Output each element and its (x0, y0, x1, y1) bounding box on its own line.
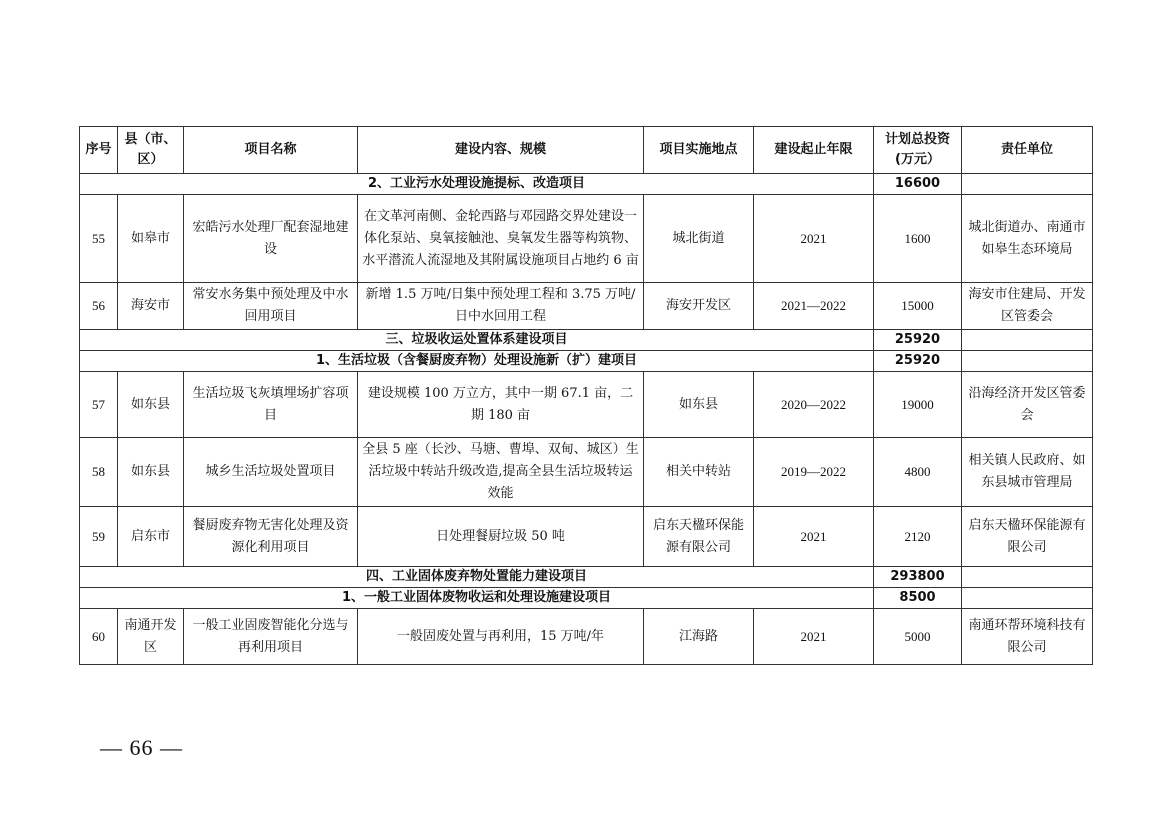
table-row (80, 507, 1093, 567)
row-content: 建设规模 100 万立方，其中一期 67.1 亩，二期 180 亩 (358, 372, 644, 438)
table-header-row (80, 127, 1093, 174)
section-title: 四、工业固体废弃物处置能力建设项目 (80, 567, 874, 588)
header-invest: 计划总投资(万元） (874, 127, 962, 174)
section-row (80, 567, 1093, 588)
row-period: 2020—2022 (754, 372, 874, 438)
row-no: 60 (80, 609, 118, 665)
table-row (80, 195, 1093, 283)
section-empty (962, 567, 1093, 588)
row-location: 城北街道 (644, 195, 754, 283)
row-county: 南通开发区 (118, 609, 184, 665)
row-county: 启东市 (118, 507, 184, 567)
row-content: 一般固废处置与再利用，15 万吨/年 (358, 609, 644, 665)
row-name: 餐厨废弃物无害化处理及资源化利用项目 (184, 507, 358, 567)
header-no: 序号 (80, 127, 118, 174)
header-county: 县（市、区） (118, 127, 184, 174)
header-name: 项目名称 (184, 127, 358, 174)
table-row (80, 283, 1093, 330)
section-row (80, 588, 1093, 609)
header-content: 建设内容、规模 (358, 127, 644, 174)
table-row (80, 609, 1093, 665)
row-no: 55 (80, 195, 118, 283)
row-location: 海安开发区 (644, 283, 754, 330)
row-invest: 5000 (874, 609, 962, 665)
row-no: 57 (80, 372, 118, 438)
section-row (80, 174, 1093, 195)
section-total: 8500 (874, 588, 962, 609)
row-unit: 海安市住建局、开发区管委会 (962, 283, 1093, 330)
row-invest: 1600 (874, 195, 962, 283)
row-period: 2021 (754, 195, 874, 283)
page-number: — 66 — (100, 735, 183, 760)
section-empty (962, 174, 1093, 195)
row-county: 海安市 (118, 283, 184, 330)
row-unit: 城北街道办、南通市如皋生态环境局 (962, 195, 1093, 283)
row-no: 56 (80, 283, 118, 330)
table-row (80, 372, 1093, 438)
section-total: 293800 (874, 567, 962, 588)
row-name: 宏皓污水处理厂配套湿地建设 (184, 195, 358, 283)
row-location: 江海路 (644, 609, 754, 665)
project-table (79, 126, 1093, 665)
section-total: 25920 (874, 351, 962, 372)
section-empty (962, 351, 1093, 372)
section-row (80, 330, 1093, 351)
section-title: 1、生活垃圾（含餐厨废弃物）处理设施新（扩）建项目 (80, 351, 874, 372)
row-location: 相关中转站 (644, 438, 754, 507)
row-name: 城乡生活垃圾处置项目 (184, 438, 358, 507)
row-unit: 相关镇人民政府、如东县城市管理局 (962, 438, 1093, 507)
row-period: 2021—2022 (754, 283, 874, 330)
row-unit: 南通环帮环境科技有限公司 (962, 609, 1093, 665)
table-row (80, 438, 1093, 507)
row-no: 58 (80, 438, 118, 507)
row-invest: 15000 (874, 283, 962, 330)
row-location: 启东天楹环保能源有限公司 (644, 507, 754, 567)
header-location: 项目实施地点 (644, 127, 754, 174)
row-content: 新增 1.5 万吨/日集中预处理工程和 3.75 万吨/日中水回用工程 (358, 283, 644, 330)
row-name: 生活垃圾飞灰填埋场扩容项目 (184, 372, 358, 438)
section-title: 三、垃圾收运处置体系建设项目 (80, 330, 874, 351)
row-content: 日处理餐厨垃圾 50 吨 (358, 507, 644, 567)
row-county: 如皋市 (118, 195, 184, 283)
section-title: 2、工业污水处理设施提标、改造项目 (80, 174, 874, 195)
row-period: 2019—2022 (754, 438, 874, 507)
row-unit: 启东天楹环保能源有限公司 (962, 507, 1093, 567)
row-content: 在文革河南侧、金轮西路与邓园路交界处建设一体化泵站、臭氧接触池、臭氧发生器等构筑物、水平潜流人流湿地及其附属设施项目占地约 6 亩 (358, 195, 644, 283)
header-unit: 责任单位 (962, 127, 1093, 174)
section-title: 1、一般工业固体废物收运和处理设施建设项目 (80, 588, 874, 609)
row-content: 全县 5 座（长沙、马塘、曹埠、双甸、城区）生活垃圾中转站升级改造,提高全县生活垃圾转运效能 (358, 438, 644, 507)
row-no: 59 (80, 507, 118, 567)
section-empty (962, 330, 1093, 351)
row-invest: 2120 (874, 507, 962, 567)
row-period: 2021 (754, 507, 874, 567)
row-location: 如东县 (644, 372, 754, 438)
section-total: 25920 (874, 330, 962, 351)
row-invest: 19000 (874, 372, 962, 438)
row-period: 2021 (754, 609, 874, 665)
header-period: 建设起止年限 (754, 127, 874, 174)
row-name: 一般工业固废智能化分选与再利用项目 (184, 609, 358, 665)
row-county: 如东县 (118, 438, 184, 507)
section-total: 16600 (874, 174, 962, 195)
section-empty (962, 588, 1093, 609)
section-row (80, 351, 1093, 372)
row-unit: 沿海经济开发区管委会 (962, 372, 1093, 438)
row-county: 如东县 (118, 372, 184, 438)
row-name: 常安水务集中预处理及中水回用项目 (184, 283, 358, 330)
row-invest: 4800 (874, 438, 962, 507)
